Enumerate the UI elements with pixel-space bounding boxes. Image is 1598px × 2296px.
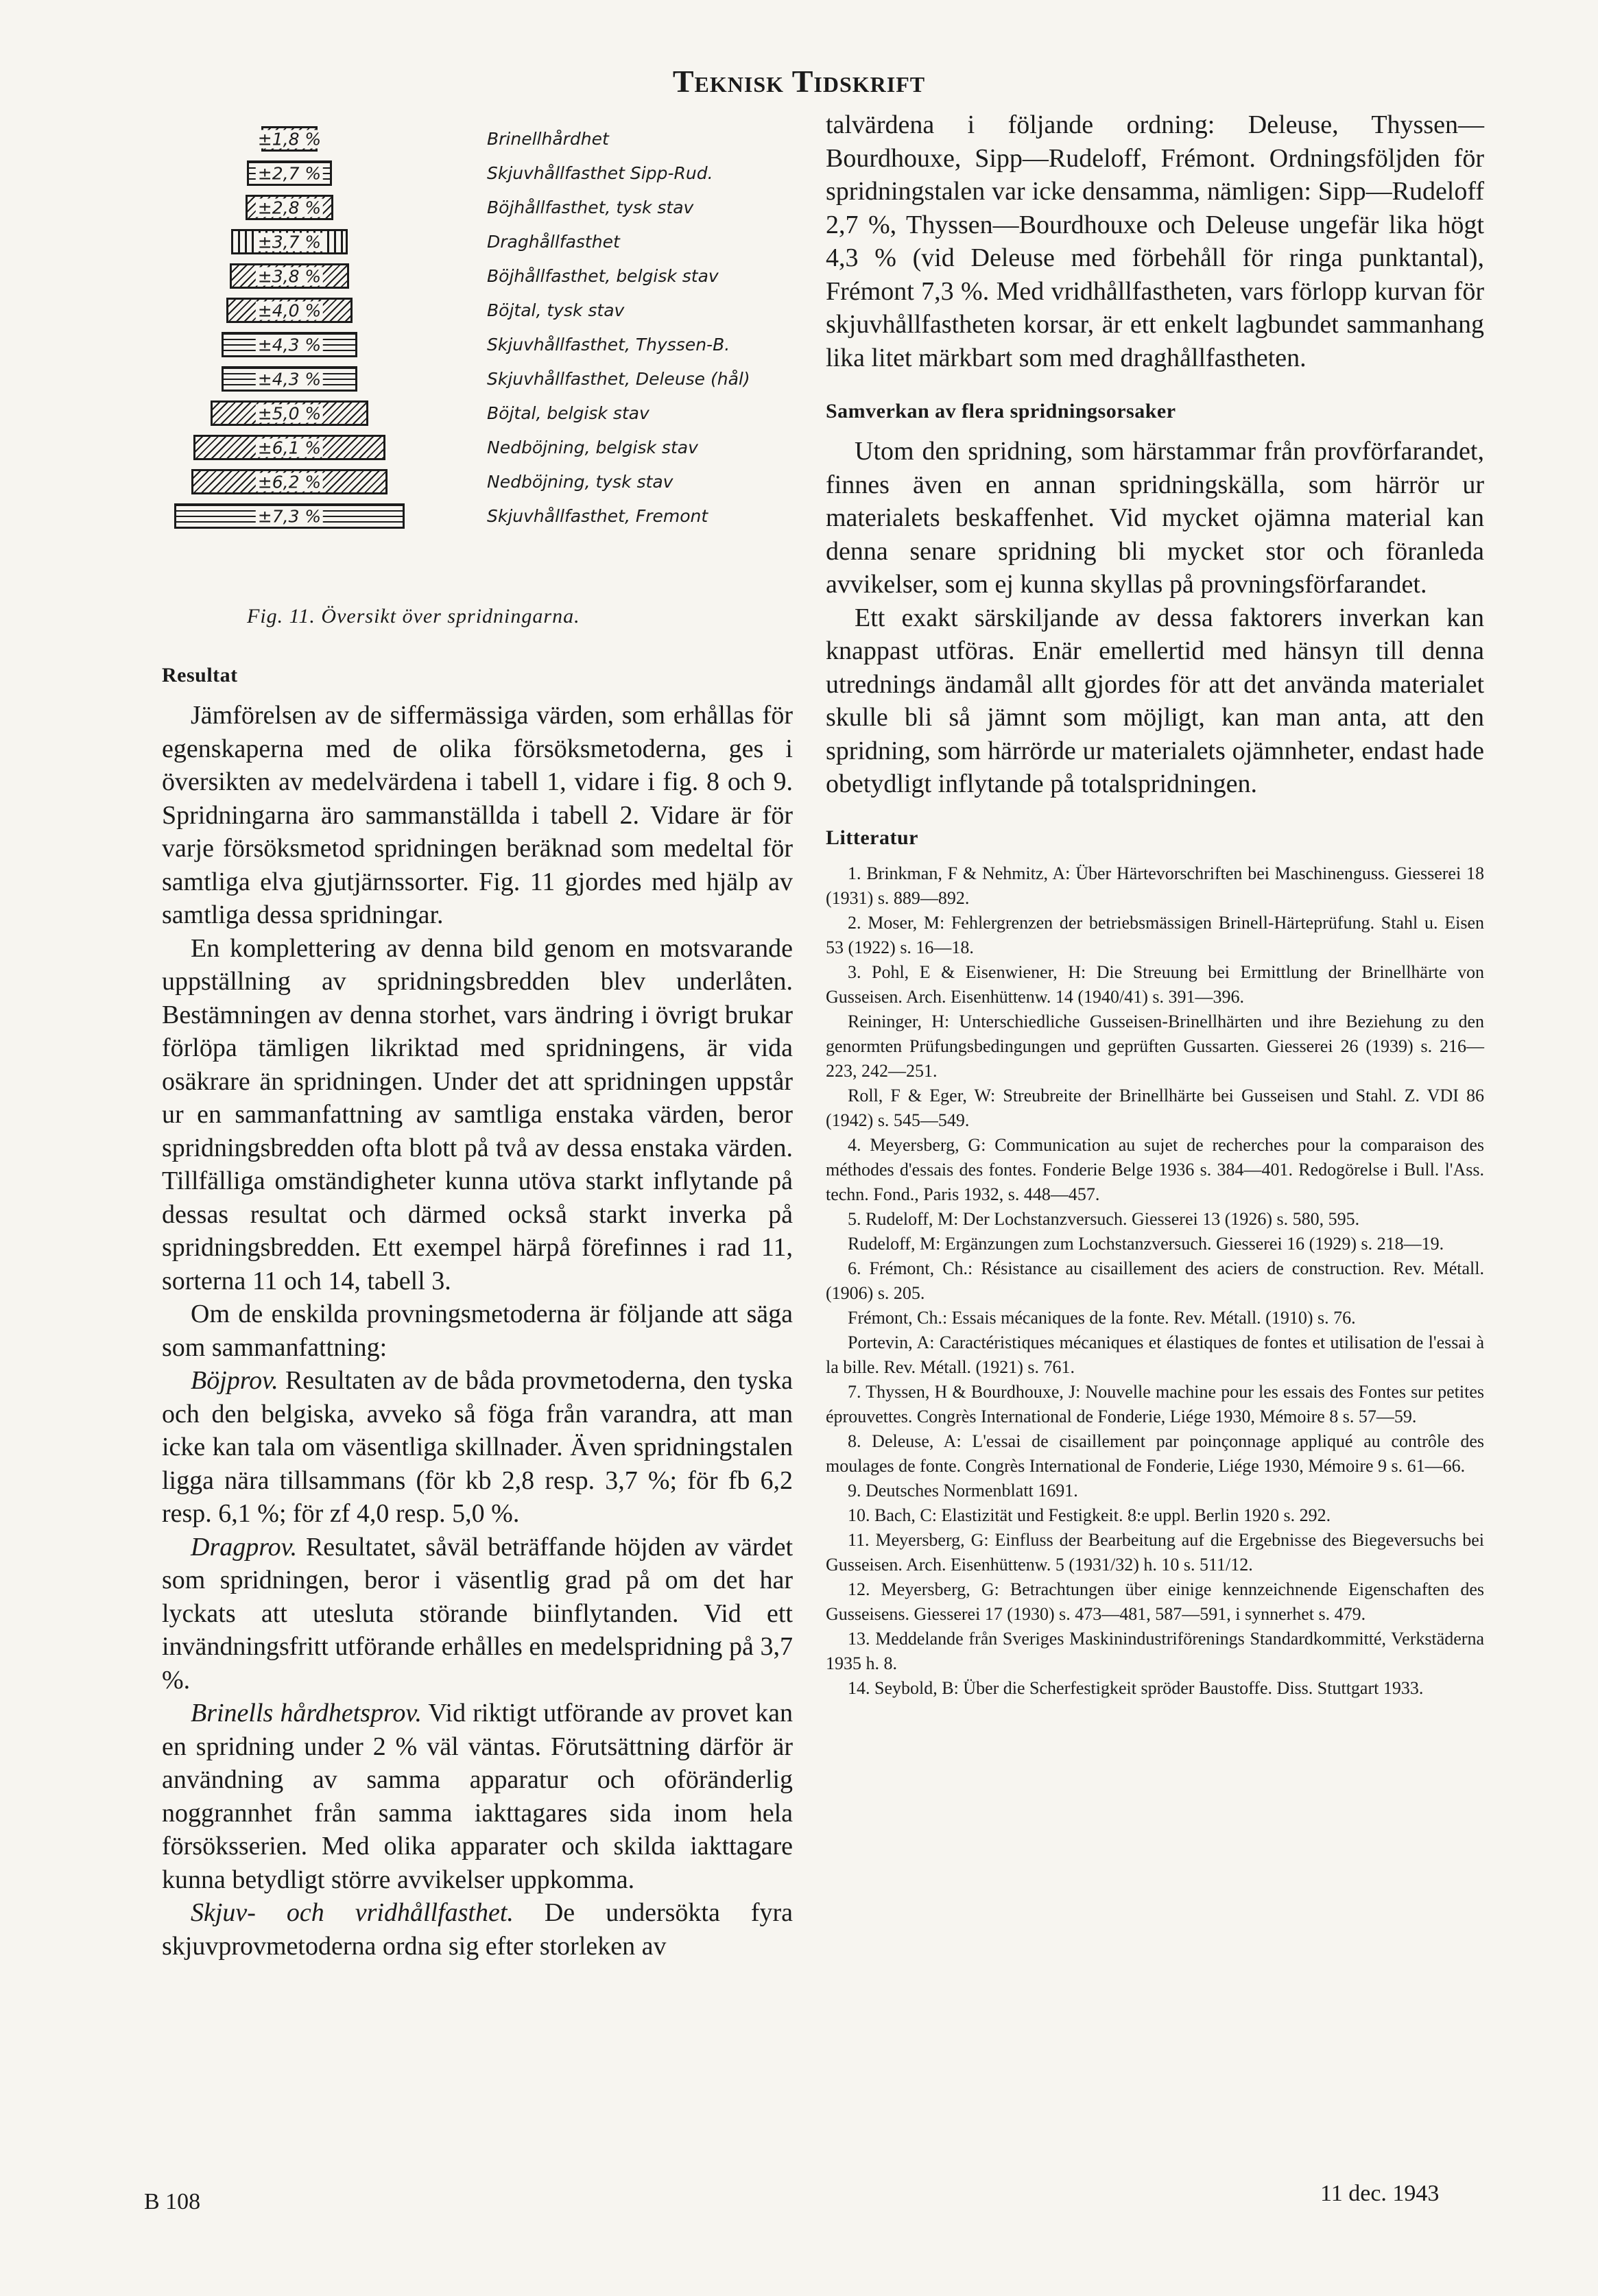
paragraph-body: Vid riktigt utförande av provet kan en spridning under 2 % väl väntas. Förutsättning därför är användning av samma apparatur och oföränderlig noggrannhet från samma iakttagares sida inom hela försöksserien. Med olika apparater och skilda iakttagare kunna betydligt större avvikelser uppkomma. — [162, 1699, 794, 1894]
reference-item: 5. Rudeloff, M: Der Lochstanzversuch. Giesserei 13 (1926) s. 580, 595. — [848, 1208, 1360, 1229]
pyramid-bar — [211, 400, 368, 426]
paragraph-body: Resultaten av de båda provmetoderna, den tyska och den belgiska, avveko så föga från varandra, att man icke kan tala om väsentliga skillnader. Även spridningstalen ligga nära tillsammans (för kb 2,8 resp. 3,7 %; för fb 6,2 resp. 6,1 %; för zf 4,0 resp. 5,0 %. — [162, 1366, 793, 1528]
run-in-title: Dragprov. — [191, 1532, 298, 1562]
paragraph-skjuv — [162, 1896, 793, 1963]
paragraph: talvärdena i följande ordning: Deleuse, Thyssen—Bourdhouxe, Sipp—Rudeloff, Frémont. Ordningsföljden för spridningstalen var icke densamma, nämligen: Sipp—Rudeloff 2,7 %, Thyssen—Bourdhouxe och Deleuse ungefär lika högt 4,3 % (vid Deleuse med förbehåll för ringa punktantal), Frémont 7,3 %. Med vridhållfastheten, vars förlopp kurvan för skjuvhållfastheten korsar, är ett enkelt lagbundet sammanhang lika litet märkbart som med draghållfastheten. — [826, 110, 1484, 372]
reference-item: 14. Seybold, B: Über die Scherfestigkeit spröder Baustoffe. Diss. Stuttgart 1933. — [848, 1677, 1424, 1698]
pyramid-bar — [226, 298, 353, 323]
bar-label: Böjtal, tysk stav — [487, 300, 625, 320]
bar-label: Böjhållfasthet, belgisk stav — [487, 266, 719, 286]
bar-value: ±6,2 % — [256, 473, 323, 491]
section-heading-resultat: Resultat — [162, 664, 238, 686]
pyramid-bar — [193, 435, 386, 460]
pyramid-bar — [222, 366, 357, 392]
bar-value: ±5,0 % — [256, 404, 323, 422]
paragraph-body: De undersökta fyra skjuvprovmetoderna ordna sig efter storleken av — [162, 1898, 793, 1961]
bar-label: Böjtal, belgisk stav — [487, 403, 649, 423]
reference-item: 6. Frémont, Ch.: Résistance au cisaillement des aciers de construction. Rev. Métall. (1906) s. 205. — [826, 1258, 1484, 1303]
paragraph-bojprov — [162, 1364, 793, 1531]
paragraph: Jämförelsen av de siffermässiga värden, som erhållas för egenskaperna med de olika försöksmetoderna, ges i översikten av medelvärdena i tabell 1, vidare i fig. 8 och 9. Spridningarna äro sammanställda i tabell 2. Vidare är för varje försöksmetod spridningen beräknad som medeltal för samtliga elva gjutjärnssorter. Fig. 11 gjordes med hjälp av samtliga dessa spridningar. — [162, 701, 793, 929]
pyramid-bar — [174, 503, 405, 529]
bar-value: ±4,0 % — [256, 301, 323, 320]
pyramid-bar — [247, 160, 332, 186]
bar-label: Skjuvhållfasthet, Fremont — [487, 506, 708, 526]
paragraph: Om de enskilda provningsmetoderna är följande att säga som sammanfattning: — [162, 1300, 793, 1362]
reference-item: 1. Brinkman, F & Nehmitz, A: Über Härtevorschriften bei Maschinenguss. Giesserei 18 (1931) s. 889—892. — [826, 863, 1484, 908]
pyramid-bar — [231, 229, 348, 254]
paragraph-dragprov — [162, 1531, 793, 1697]
reference-item: 13. Meddelande från Sveriges Maskinindustriförenings Standardkommitté, Verkstäderna 1935 h. 8. — [826, 1628, 1484, 1673]
bar-value: ±4,3 % — [256, 335, 323, 354]
spread-pyramid-figure — [130, 123, 789, 590]
bar-value: ±1,8 % — [256, 130, 323, 148]
reference-item: Rudeloff, M: Ergänzungen zum Lochstanzversuch. Giesserei 16 (1929) s. 218—19. — [848, 1233, 1444, 1254]
left-column — [162, 662, 793, 1963]
reference-item: 11. Meyersberg, G: Einfluss der Bearbeitung auf die Ergebnisse des Biegeversuchs bei Gusseisen. Arch. Eisenhüttenw. 5 (1931/32) h. 10 s. 511/12. — [826, 1529, 1484, 1575]
journal-title: Teknisk Tidskrift — [672, 64, 926, 99]
reference-item: 10. Bach, C: Elastizität und Festigkeit. 8:e uppl. Berlin 1920 s. 292. — [848, 1505, 1331, 1525]
run-in-title: Skjuv- och vridhållfasthet. — [191, 1898, 514, 1927]
run-in-title: Brinells hårdhetsprov. — [191, 1699, 422, 1727]
right-column — [826, 108, 1484, 1701]
reference-item: Portevin, A: Caractéristiques mécaniques et élastiques de fontes et utilisation de l'essai à la bille. Rev. Métall. (1921) s. 761. — [826, 1332, 1484, 1377]
bar-label: Skjuvhållfasthet, Thyssen-B. — [487, 335, 730, 355]
paragraph: Utom den spridning, som härstammar från provförfarandet, finnes även en annan spridningskälla, som härrör ur materialets beskaffenhet. Vid mycket ojämna material kan denna senare spridning bli mycket stor och föranleda avvikelser, som ej kunna skyllas på provningsförfarandet. — [826, 437, 1484, 599]
reference-item: 2. Moser, M: Fehlergrenzen der betriebsmässigen Brinell-Härteprüfung. Stahl u. Eisen 53 (1922) s. 16—18. — [826, 912, 1484, 957]
reference-item: 12. Meyersberg, G: Betrachtungen über einige kennzeichnende Eigenschaften des Gusseisens. Giesserei 17 (1930) s. 473—481, 587—591, i synnerhet s. 479. — [826, 1579, 1484, 1624]
reference-item: 4. Meyersberg, G: Communication au sujet de recherches pour la comparaison des méthodes d'essais des fontes. Fonderie Belge 1936 s. 384—401. Redogörelse i Bull. l'Ass. techn. Fond., Paris 1932, s. 448—457. — [826, 1134, 1484, 1204]
paragraph: Ett exakt särskiljande av dessa faktorers inverkan kan knappast utföras. Enär emellertid med hänsyn till denna utrednings ändamål allt gjordes för att det använda materialet skulle bli så jämnt som möjligt, kan man anta, att den spridning, som härrörde ur materialets ojämnheter, endast hade obetydligt inflytande på totalspridningen. — [826, 603, 1484, 798]
paragraph: En komplettering av denna bild genom en motsvarande uppställning av spridningsbredden blev underlåten. Bestämningen av denna storhet, vars ändring i övrigt brukar förlöpa tämligen likriktad med spridningens, är vida osäkrare än spridningen. Under det att spridningen uppstår ur en sammanfattning av samtliga enstaka värden, beror spridningsbredden ofta blott på två av dessa enstaka värden. Tillfälliga omständigheter kunna utöva starkt inflytande på dessas resultat och därmed också starkt inverka på spridningsbredden. Ett exempel härpå förefinnes i rad 11, sorterna 11 och 14, tabell 3. — [162, 933, 793, 1295]
bar-label: Nedböjning, tysk stav — [487, 472, 673, 492]
section-heading-samverkan: Samverkan av flera spridningsorsaker — [826, 400, 1176, 422]
pyramid-bar — [257, 126, 322, 152]
issue-date: 11 dec. 1943 — [1320, 2181, 1440, 2206]
bar-value: ±3,8 % — [256, 267, 323, 285]
pyramid-bar — [246, 195, 334, 220]
bar-label: Skjuvhållfasthet, Deleuse (hål) — [487, 369, 750, 389]
bar-value: ±6,1 % — [256, 438, 323, 457]
bar-label: Draghållfasthet — [487, 232, 620, 252]
bar-value: ±7,3 % — [256, 507, 323, 525]
reference-item: 8. Deleuse, A: L'essai de cisaillement par poinçonnage appliqué au contrôle des moulages de fonte. Congrès International de Fonderie, Liége 1930, Mémoire 9 s. 61—66. — [826, 1431, 1484, 1476]
reference-list — [826, 861, 1484, 1701]
bar-label: Skjuvhållfasthet Sipp-Rud. — [487, 163, 713, 183]
reference-item: Frémont, Ch.: Essais mécaniques de la fonte. Rev. Métall. (1910) s. 76. — [848, 1307, 1356, 1328]
reference-item: 9. Deutsches Normenblatt 1691. — [848, 1480, 1078, 1500]
figure-caption: Fig. 11. Översikt över spridningarna. — [247, 605, 580, 627]
bar-label: Nedböjning, belgisk stav — [487, 438, 698, 457]
pyramid-bar — [191, 469, 387, 494]
bar-value: ±2,8 % — [256, 198, 323, 217]
paragraph-brinell — [162, 1697, 793, 1896]
reference-item: Roll, F & Eger, W: Streubreite der Brinellhärte bei Gusseisen und Stahl. Z. VDI 86 (1942) s. 545—549. — [826, 1085, 1484, 1130]
reference-item: 7. Thyssen, H & Bourdhouxe, J: Nouvelle machine pour les essais des Fontes sur petites éprouvettes. Congrès International de Fonderie, Liége 1930, Mémoire 8 s. 57—59. — [826, 1381, 1484, 1426]
reference-item: 3. Pohl, E & Eisenwiener, H: Die Streuung bei Ermittlung der Brinellhärte von Gusseisen. Arch. Eisenhüttenw. 14 (1940/41) s. 391—396. — [826, 961, 1484, 1007]
bar-label: Brinellhårdhet — [487, 129, 609, 149]
reference-item: Reininger, H: Unterschiedliche Gusseisen-Brinellhärten und ihre Beziehung zu den genormten Prüfungsbedingungen und geprüften Gussarten. Giesserei 26 (1939) s. 216—223, 242—251. — [826, 1011, 1484, 1081]
run-in-title: Böjprov. — [191, 1366, 278, 1395]
bar-value: ±4,3 % — [256, 370, 323, 388]
bar-value: ±2,7 % — [256, 164, 323, 182]
paragraph-body: Resultatet, såväl beträffande höjden av värdet som spridningen, beror i väsentlig grad på om det har lyckats att utesluta störande biinflytanden. Vid ett invändningsfritt utförande erhålles en medelspridning på 3,7 %. — [162, 1532, 793, 1695]
page-number: B 108 — [144, 2189, 201, 2214]
bar-label: Böjhållfasthet, tysk stav — [487, 198, 694, 217]
section-heading-litteratur: Litteratur — [826, 826, 918, 849]
pyramid-bar — [230, 263, 350, 289]
pyramid-bar — [222, 332, 357, 357]
bar-value: ±3,7 % — [256, 232, 323, 251]
